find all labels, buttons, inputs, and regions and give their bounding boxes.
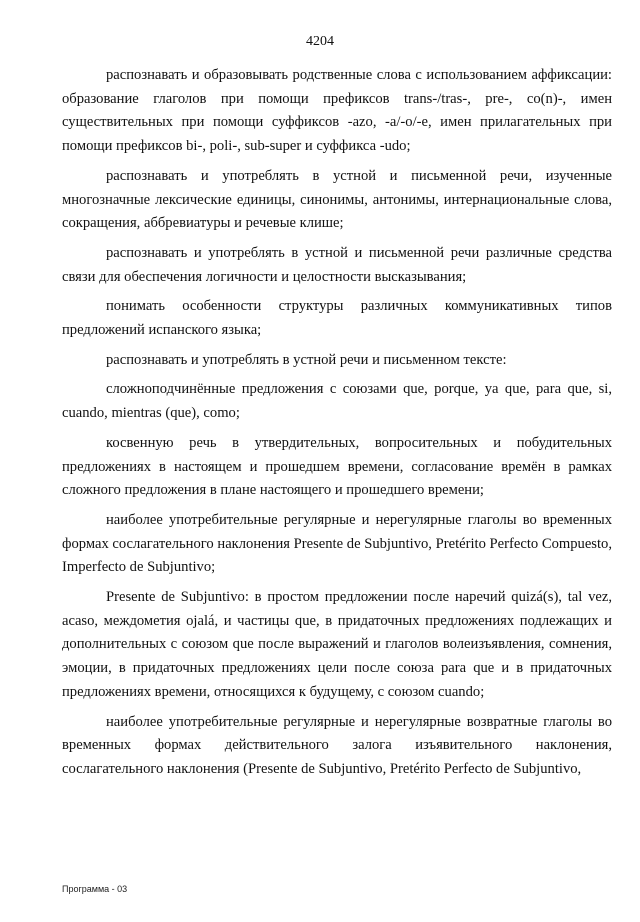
paragraph: Presente de Subjuntivo: в простом предложении после наречий quizá(s), tal vez, acaso, междометия ojalá, и частицы que, в придаточных предложениях подлежащих и дополнительных с союзом que после выражений и глаголов волеизъявления, сомнения, эмоции, в придаточных предложениях цели после союза para que и в придаточных предложениях времени, относящихся к будущему, с союзом cuando; xyxy=(62,589,612,700)
paragraph: косвенную речь в утвердительных, вопросительных и побудительных предложениях в настоящем и прошедшем времени, согласование времён в рамках сложного предложения в плане настоящего и прошедшего времени; xyxy=(62,434,612,499)
paragraph: наиболее употребительные регулярные и нерегулярные возвратные глаголы во временных формах действительного залога изъявительного наклонения, сослагательного наклонения (Presente de Subjuntivo, Pretérito Perfecto de Subjuntivo, xyxy=(62,713,612,777)
footer-program-label: Программа - 03 xyxy=(62,884,128,894)
paragraph: распознавать и употреблять в устной и письменной речи, изученные многозначные лексические единицы, синонимы, антонимы, интернациональные слова, сокращения, аббревиатуры и речевые клише; xyxy=(62,167,612,232)
paragraph: понимать особенности структуры различных коммуникативных типов предложений испанского языка; xyxy=(62,298,612,339)
paragraph: распознавать и употреблять в устной и письменной речи различные средства связи для обеспечения логичности и целостности высказывания; xyxy=(62,244,612,285)
paragraph: сложноподчинённые предложения с союзами que, porque, ya que, para que, si, cuando, mientras (que), como; xyxy=(62,381,612,422)
paragraph: распознавать и образовывать родственные слова с использованием аффиксации: образование глаголов при помощи префиксов trans-/tras-, pre-, co(n)-, имен существительных при помощи суффиксов -azo, -a/-o/-e, имен прилагательных при помощи префиксов bi-, poli-, sub-super и суффикса -udo; xyxy=(62,67,612,155)
page-number: 4204 xyxy=(306,34,334,49)
paragraph: наиболее употребительные регулярные и нерегулярные глаголы во временных формах сослагательного наклонения Presente de Subjuntivo, Pretérito Perfecto Compuesto, Imperfecto de Subjuntivo; xyxy=(62,511,612,576)
paragraph: распознавать и употреблять в устной речи и письменном тексте: xyxy=(106,351,507,368)
document-body xyxy=(62,64,612,788)
